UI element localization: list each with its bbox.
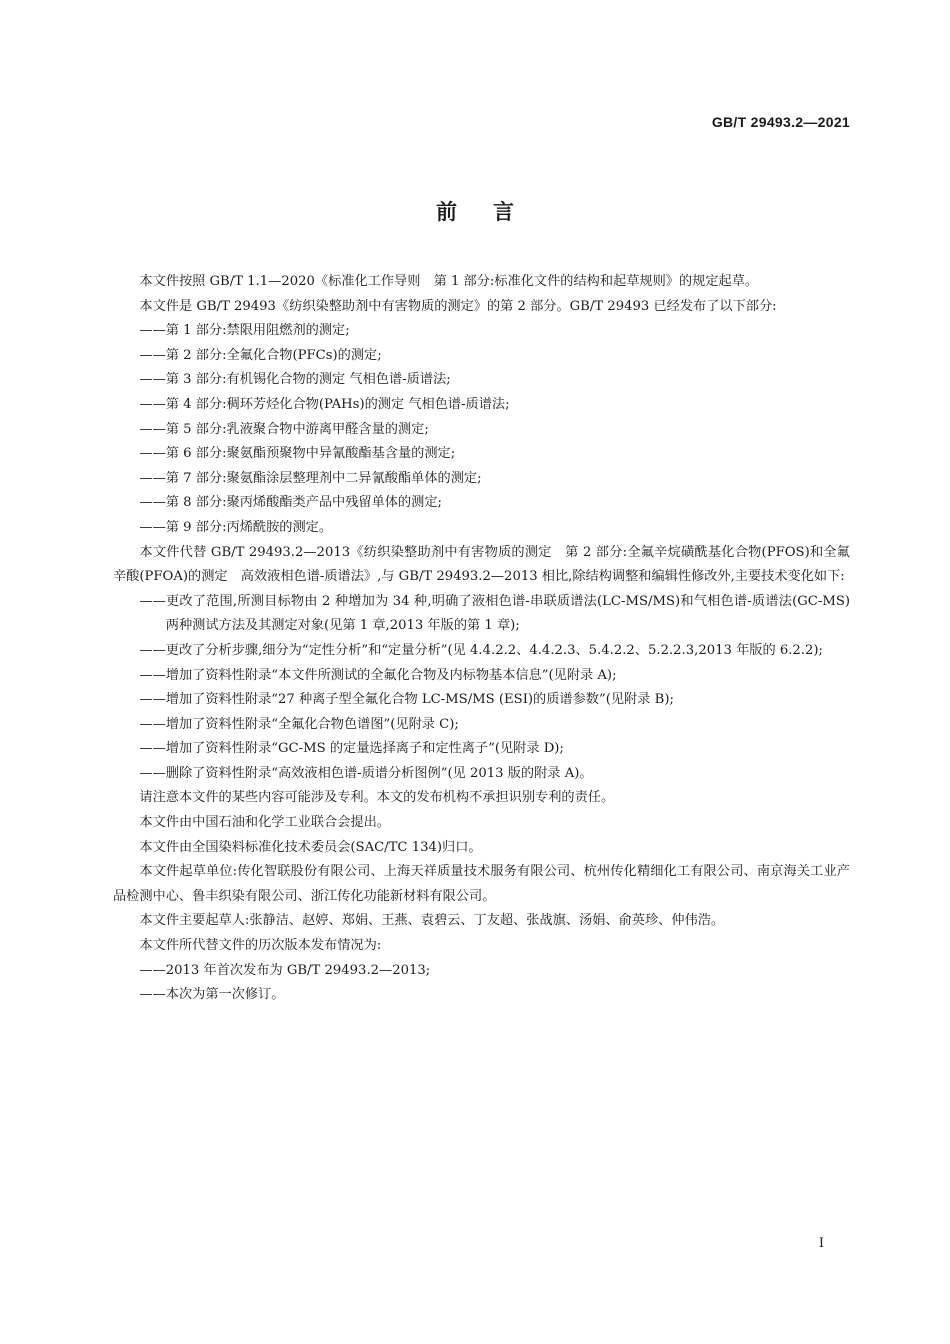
- paragraph-series-intro: 本文件是 GB/T 29493《纺织染整助剂中有害物质的测定》的第 2 部分。GB/T 29493 已经发布了以下部分:: [139, 298, 777, 314]
- part-list-item: ——第 8 部分:聚丙烯酸酯类产品中残留单体的测定;: [139, 495, 442, 511]
- change-list-item: ——删除了资料性附录“高效液相色谱-质谱分析图例”(见 2013 版的附录 A)。: [139, 765, 593, 781]
- change-list-item: ——增加了资料性附录“全氟化合物色谱图”(见附录 C);: [139, 716, 459, 732]
- change-list-item: ——更改了范围,所测目标物由 2 种增加为 34 种,明确了液相色谱-串联质谱法(LC-MS/MS)和气相色谱-质谱法(GC-MS)两种测试方法及其测定对象(见第 1 章,2013 年版的第 1 章);: [139, 593, 850, 634]
- change-list-item: ——增加了资料性附录“27 种离子型全氟化合物 LC-MS/MS (ESI)的质谱参数”(见附录 B);: [139, 692, 674, 708]
- page-title: 前言: [436, 200, 550, 224]
- paragraph-proposer: 本文件由中国石油和化学工业联合会提出。: [139, 815, 390, 831]
- paragraph-drafting-units: 本文件起草单位:传化智联股份有限公司、上海天祥质量技术服务有限公司、杭州传化精细化工有限公司、南京海关工业产品检测中心、鲁丰织染有限公司、浙江传化功能新材料有限公司。: [113, 864, 850, 904]
- paragraph-history-intro: 本文件所代替文件的历次版本发布情况为:: [139, 938, 382, 954]
- paragraph-drafters: 本文件主要起草人:张静洁、赵婷、郑娟、王燕、袁碧云、丁友超、张战旗、汤娟、俞英珍、仲伟浩。: [139, 913, 725, 929]
- document-body: [113, 270, 850, 1008]
- history-list-item: ——本次为第一次修订。: [139, 987, 285, 1003]
- page-number: I: [818, 1236, 824, 1251]
- part-list-item: ——第 5 部分:乳液聚合物中游离甲醛含量的测定;: [139, 421, 429, 437]
- change-list-item: ——更改了分析步骤,细分为“定性分析”和“定量分析”(见 4.4.2.2、4.4.2.3、5.4.2.2、5.2.2.3,2013 年版的 6.2.2);: [139, 642, 823, 658]
- history-list-item: ——2013 年首次发布为 GB/T 29493.2—2013;: [139, 962, 431, 978]
- paragraph-drafting-basis: 本文件按照 GB/T 1.1—2020《标准化工作导则 第 1 部分:标准化文件的结构和起草规则》的规定起草。: [139, 274, 759, 289]
- standard-code: GB/T 29493.2—2021: [711, 114, 850, 130]
- part-list-item: ——第 1 部分:禁限用阻燃剂的测定;: [139, 323, 350, 339]
- part-list-item: ——第 3 部分:有机锡化合物的测定 气相色谱-质谱法;: [139, 372, 451, 388]
- part-list-item: ——第 2 部分:全氟化合物(PFCs)的测定;: [139, 347, 382, 363]
- paragraph-committee: 本文件由全国染料标准化技术委员会(SAC/TC 134)归口。: [139, 839, 482, 855]
- part-list-item: ——第 7 部分:聚氨酯涂层整理剂中二异氰酸酯单体的测定;: [139, 470, 482, 486]
- part-list-item: ——第 9 部分:丙烯酰胺的测定。: [139, 519, 333, 535]
- part-list-item: ——第 4 部分:稠环芳烃化合物(PAHs)的测定 气相色谱-质谱法;: [139, 396, 510, 412]
- change-list-item: ——增加了资料性附录“本文件所测试的全氟化合物及内标物基本信息”(见附录 A);: [139, 667, 617, 683]
- change-list-item: ——增加了资料性附录“GC-MS 的定量选择离子和定性离子”(见附录 D);: [139, 741, 564, 757]
- part-list-item: ——第 6 部分:聚氨酯预聚物中异氰酸酯基含量的测定;: [139, 446, 456, 462]
- paragraph-patent-notice: 请注意本文件的某些内容可能涉及专利。本文的发布机构不承担识别专利的责任。: [139, 790, 615, 806]
- paragraph-replacement: 本文件代替 GB/T 29493.2—2013《纺织染整助剂中有害物质的测定 第 2 部分:全氟辛烷磺酰基化合物(PFOS)和全氟辛酸(PFOA)的测定 高效液相色谱-质谱法》,与 GB/T 29493.2—2013 相比,除结构调整和编辑性修改外,主要技术变化如下:: [113, 544, 850, 585]
